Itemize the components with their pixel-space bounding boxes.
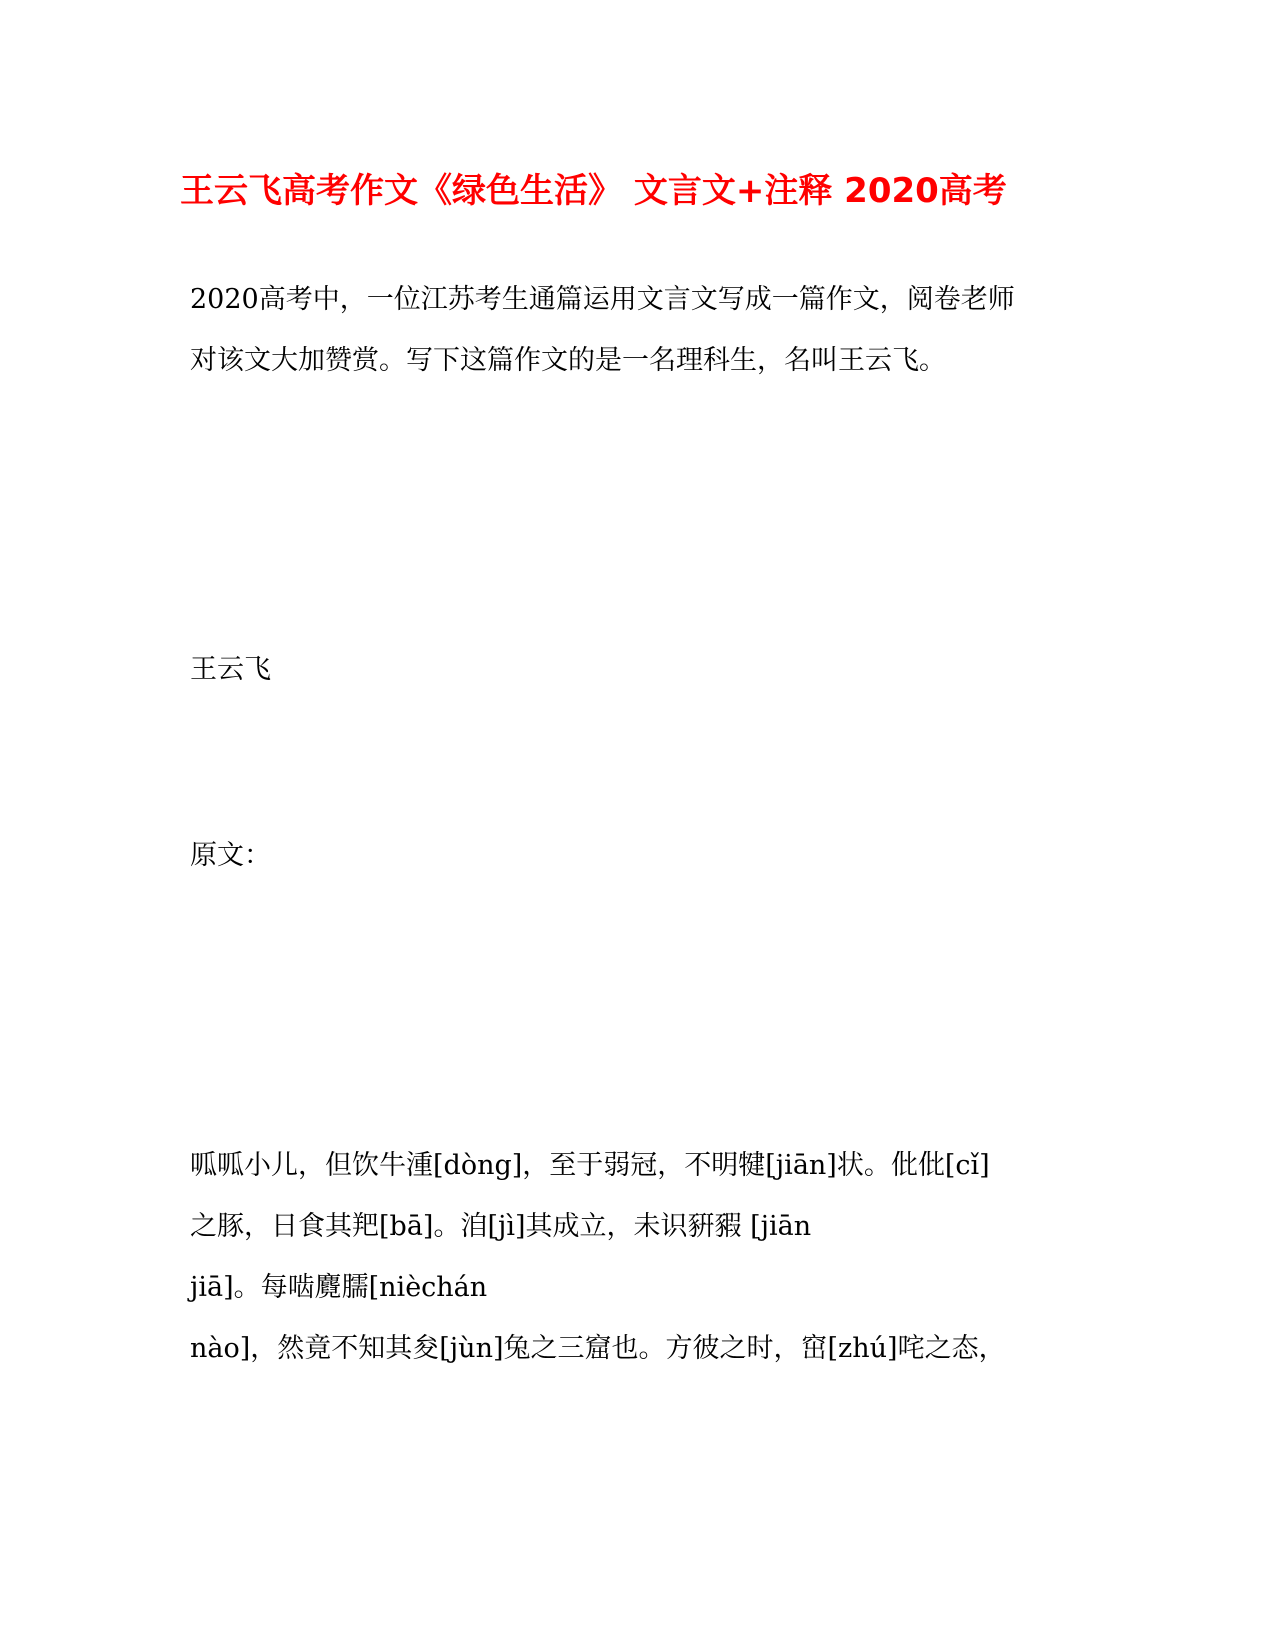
intro-line-2: 对该文大加赞赏。写下这篇作文的是一名理科生，名叫王云飞。 xyxy=(190,345,946,376)
text-line-4: nào]，然竟不知其夋[jùn]兔之三窟也。方彼之时，窋[zhú]咤之态， xyxy=(190,1333,1006,1364)
author-name: 王云飞 xyxy=(190,654,271,685)
text-line-1: 呱呱小儿，但饮牛湩[dòng]，至于弱冠，不明犍[jiān]状。仳仳[cǐ] xyxy=(190,1150,990,1181)
text-line-3: jiā]。每啮麑臑[nièchán xyxy=(190,1272,488,1303)
original-label: 原文： xyxy=(190,840,271,871)
text-line-2: 之豚，日食其羓[bā]。洎[jì]其成立，未识豣豭 [jiān xyxy=(190,1211,812,1242)
document-title: 王云飞高考作文《绿色生活》 文言文+注释 2020高考 xyxy=(180,171,1007,211)
intro-line-1: 2020高考中，一位江苏考生通篇运用文言文写成一篇作文，阅卷老师 xyxy=(190,284,1015,315)
